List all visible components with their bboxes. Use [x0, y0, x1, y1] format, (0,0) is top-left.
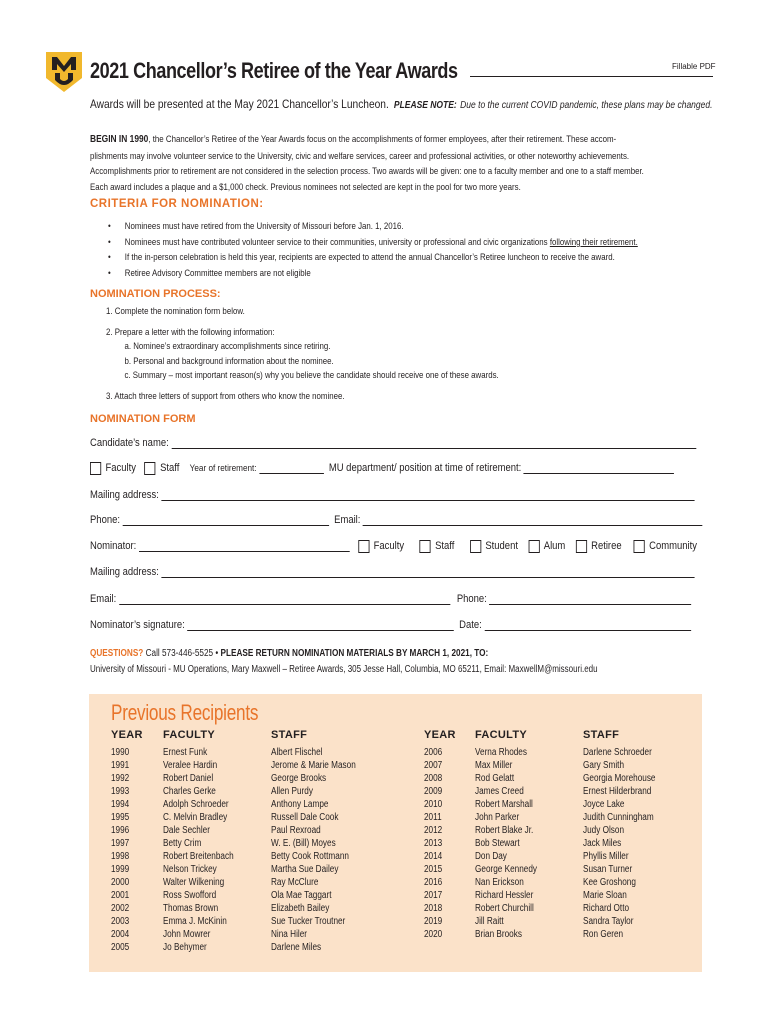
staff-recipient: Albert Flischel — [271, 747, 323, 758]
staff-recipient: Russell Dale Cook — [271, 812, 339, 823]
criteria-list — [108, 218, 763, 280]
faculty-recipient: Betty Crim — [163, 838, 202, 849]
intro-line-2: plishments may involve volunteer service to the University, civic and welfare services, career and professional activities, or other noteworthy achievements. — [90, 149, 630, 161]
criteria-item-underlined: following their retirement. — [549, 235, 638, 247]
nominator-student-label: Student — [485, 540, 518, 552]
staff-recipient: Elizabeth Bailey — [271, 903, 330, 914]
recipient-year: 2019 — [424, 916, 443, 927]
intro-line-4: Each award includes a plaque and a $1,000 check. Previous nominees not selected are kept in the pool for two more years. — [90, 180, 521, 192]
staff-recipient: Judith Cunningham — [583, 812, 654, 823]
staff-recipient: Kee Groshong — [583, 877, 636, 888]
right-faculty-column — [475, 746, 537, 941]
staff-label: Staff — [160, 462, 180, 474]
nominator-label: Nominator: — [90, 540, 137, 552]
faculty-recipient: Verna Rhodes — [475, 747, 527, 758]
subtitle — [90, 97, 712, 111]
faculty-recipient: Nelson Trickey — [163, 864, 217, 875]
staff-recipient: Martha Sue Dailey — [271, 864, 339, 875]
faculty-recipient: Robert Marshall — [475, 799, 533, 810]
nominator-retiree-checkbox[interactable] — [576, 540, 587, 553]
signature-row — [90, 618, 691, 631]
recipient-year: 2004 — [111, 929, 130, 940]
process-substep: c. Summary – most important reason(s) why you believe the candidate should receive one of these awards. — [124, 369, 499, 380]
date-label: Date: — [459, 619, 482, 631]
process-step: 2. Prepare a letter with the following information: — [106, 325, 275, 337]
nominator-mailing-address-field[interactable] — [161, 565, 694, 578]
staff-recipient: George Brooks — [271, 773, 327, 784]
criteria-item-text: Nominees must have contributed volunteer service to their communities, university or professional and civic organizations — [124, 235, 550, 247]
faculty-checkbox[interactable] — [90, 462, 101, 475]
staff-checkbox[interactable] — [145, 462, 156, 475]
staff-recipient: Ola Mae Taggart — [271, 890, 332, 901]
staff-recipient: Judy Olson — [583, 825, 625, 836]
recipient-year: 1996 — [111, 825, 130, 836]
staff-recipient: Allen Purdy — [271, 786, 313, 797]
fillable-pdf-label: Fillable PDF — [672, 62, 716, 71]
page-title: 2021 Chancellor’s Retiree of the Year Awards — [90, 58, 458, 83]
year-of-retirement-label: Year of retirement: — [189, 463, 257, 474]
process-substep: a. Nominee’s extraordinary accomplishments since retiring. — [124, 340, 331, 351]
faculty-recipient: Jo Behymer — [163, 942, 207, 953]
criteria-item: • Retiree Advisory Committee members are not eligible — [108, 265, 763, 281]
staff-header-left: STAFF — [271, 729, 308, 741]
faculty-recipient: James Creed — [475, 786, 524, 797]
recipient-year: 2015 — [424, 864, 443, 875]
process-steps — [106, 304, 761, 403]
recipient-year: 2001 — [111, 890, 130, 901]
faculty-recipient: George Kennedy — [475, 864, 538, 875]
nominator-faculty-label: Faculty — [373, 540, 405, 552]
faculty-recipient: Jill Raitt — [475, 916, 504, 927]
staff-recipient: Sue Tucker Troutner — [271, 916, 346, 927]
recipient-year: 2014 — [424, 851, 443, 862]
recipient-year: 1991 — [111, 760, 130, 771]
recipient-year: 1995 — [111, 812, 130, 823]
nominator-phone-label: Phone: — [456, 593, 487, 605]
email-field[interactable] — [363, 513, 703, 526]
nominator-field[interactable] — [139, 539, 350, 552]
recipient-year: 2002 — [111, 903, 130, 914]
recipient-year: 2018 — [424, 903, 443, 914]
criteria-heading: CRITERIA FOR NOMINATION: — [90, 198, 264, 210]
candidate-type-row — [90, 461, 674, 474]
faculty-recipient: Ross Swofford — [163, 890, 217, 901]
please-note-label: PLEASE NOTE: — [393, 100, 457, 111]
nominator-community-checkbox[interactable] — [634, 540, 645, 553]
phone-email-row — [90, 513, 703, 526]
nominator-email-label: Email: — [90, 593, 117, 605]
mu-department-field[interactable] — [524, 461, 675, 474]
faculty-recipient: Dale Sechler — [163, 825, 210, 836]
staff-recipient: Marie Sloan — [583, 890, 627, 901]
recipient-year: 2009 — [424, 786, 443, 797]
candidate-name-row — [90, 436, 696, 449]
recipient-year: 2007 — [424, 760, 443, 771]
recipient-year: 2006 — [424, 747, 443, 758]
staff-recipient: Phyllis Miller — [583, 851, 629, 862]
faculty-recipient: Emma J. McKinin — [163, 916, 227, 927]
nominator-staff-checkbox[interactable] — [420, 540, 431, 553]
faculty-recipient: Robert Daniel — [163, 773, 214, 784]
staff-recipient: Joyce Lake — [583, 799, 625, 810]
staff-recipient: Sandra Taylor — [583, 916, 634, 927]
intro-paragraph — [90, 131, 703, 194]
questions-line — [90, 648, 488, 659]
mailing-address-row — [90, 488, 695, 501]
mailing-address-label: Mailing address: — [90, 489, 159, 501]
nominator-mailing-address-label: Mailing address: — [90, 566, 159, 578]
nominator-student-checkbox[interactable] — [470, 540, 481, 553]
nominator-faculty-checkbox[interactable] — [358, 540, 369, 553]
staff-recipient: Jerome & Marie Mason — [271, 760, 356, 771]
recipient-year: 2016 — [424, 877, 443, 888]
faculty-recipient: Rod Gelatt — [475, 773, 515, 784]
phone-contact: Call 573-446-5525 • — [145, 648, 219, 659]
staff-recipient: Richard Otto — [583, 903, 630, 914]
nominator-email-field[interactable] — [119, 592, 450, 605]
staff-recipient: W. E. (Bill) Moyes — [271, 838, 336, 849]
recipient-year: 1998 — [111, 851, 130, 862]
mu-logo — [44, 50, 84, 94]
left-years-column — [111, 746, 129, 954]
title-rule — [470, 76, 713, 77]
previous-recipients-title: Previous Recipients — [111, 700, 259, 725]
faculty-recipient: Brian Brooks — [475, 929, 522, 940]
nominator-alum-checkbox[interactable] — [528, 540, 539, 553]
mailing-address-field[interactable] — [161, 488, 694, 501]
intro-line-3: Accomplishments prior to retirement are not considered in the selection process. Two awards will be given: one to a faculty member and one to a staff member. — [90, 165, 644, 176]
recipient-year: 1990 — [111, 747, 130, 758]
staff-header-right: STAFF — [583, 729, 620, 741]
return-instructions: PLEASE RETURN NOMINATION MATERIALS BY MARCH 1, 2021, TO: — [220, 648, 489, 659]
mu-department-label: MU department/ position at time of retirement: — [328, 462, 522, 474]
recipient-year: 2008 — [424, 773, 443, 784]
nominator-alum-label: Alum — [543, 540, 566, 552]
staff-recipient: Anthony Lampe — [271, 799, 329, 810]
faculty-recipient: C. Melvin Bradley — [163, 812, 228, 823]
recipient-year: 1992 — [111, 773, 130, 784]
faculty-recipient: Richard Hessler — [475, 890, 534, 901]
subtitle-text: Awards will be presented at the May 2021 Chancellor’s Luncheon. — [90, 97, 389, 111]
criteria-item: • Nominees must have retired from the University of Missouri before Jan. 1, 2016. — [108, 218, 763, 234]
faculty-recipient: Thomas Brown — [163, 903, 219, 914]
nominator-retiree-label: Retiree — [591, 540, 622, 552]
recipient-year: 2005 — [111, 942, 130, 953]
faculty-header-right: FACULTY — [475, 729, 528, 741]
staff-recipient: Jack Miles — [583, 838, 622, 849]
right-years-column — [424, 746, 442, 941]
nominator-signature-field[interactable] — [187, 618, 454, 631]
staff-recipient: Georgia Morehouse — [583, 773, 656, 784]
intro-line-1: , the Chancellor’s Retiree of the Year Awards focus on the accomplishments of former employees, after their retirement. These accom- — [148, 133, 617, 144]
faculty-recipient: Robert Churchill — [475, 903, 534, 914]
phone-label: Phone: — [90, 514, 120, 526]
criteria-item: • If the in-person celebration is held this year, recipients are expected to attend the annual Chancellor’s Retiree luncheon to receive the award. — [108, 249, 763, 265]
nominator-signature-label: Nominator’s signature: — [90, 619, 185, 631]
process-substep: b. Personal and background information about the nominee. — [124, 354, 334, 366]
process-step: 3. Attach three letters of support from others who know the nominee. — [106, 389, 345, 401]
staff-recipient: Nina Hiler — [271, 929, 308, 940]
recipient-year: 1994 — [111, 799, 130, 810]
nominator-row — [90, 539, 697, 552]
faculty-recipient: Adolph Schroeder — [163, 799, 229, 810]
staff-recipient: Susan Turner — [583, 864, 633, 875]
nominator-community-label: Community — [649, 540, 697, 552]
faculty-recipient: John Mowrer — [163, 929, 211, 940]
staff-recipient: Ernest Hilderbrand — [583, 786, 652, 797]
intro-lead: BEGIN IN 1990 — [90, 134, 149, 145]
recipient-year: 2020 — [424, 929, 443, 940]
faculty-recipient: Veralee Hardin — [163, 760, 218, 771]
faculty-header-left: FACULTY — [163, 729, 216, 741]
recipient-year: 2013 — [424, 838, 443, 849]
recipient-year: 1997 — [111, 838, 130, 849]
return-address: University of Missouri - MU Operations, Mary Maxwell – Retiree Awards, 305 Jesse Hall, Columbia, MO 65211, Email: MaxwellM@missouri.edu — [90, 664, 598, 675]
year-header-right: YEAR — [424, 729, 456, 741]
recipient-year: 2003 — [111, 916, 130, 927]
year-of-retirement-field[interactable] — [259, 461, 324, 474]
right-staff-column — [583, 746, 655, 941]
candidate-name-field[interactable] — [171, 436, 696, 449]
faculty-recipient: Robert Blake Jr. — [475, 825, 534, 836]
faculty-recipient: Don Day — [475, 851, 507, 862]
faculty-recipient: Robert Breitenbach — [163, 851, 234, 862]
left-faculty-column — [163, 746, 234, 954]
faculty-recipient: Ernest Funk — [163, 747, 208, 758]
phone-field[interactable] — [123, 513, 329, 526]
recipient-year: 1999 — [111, 864, 130, 875]
staff-recipient: Ron Geren — [583, 929, 624, 940]
faculty-recipient: Bob Stewart — [475, 838, 520, 849]
faculty-recipient: Nan Erickson — [475, 877, 524, 888]
staff-recipient: Darlene Schroeder — [583, 747, 652, 758]
staff-recipient: Betty Cook Rottmann — [271, 851, 349, 862]
questions-label: QUESTIONS? — [90, 648, 144, 659]
faculty-label: Faculty — [105, 462, 136, 474]
staff-recipient: Gary Smith — [583, 760, 625, 771]
recipient-year: 1993 — [111, 786, 130, 797]
recipient-year: 2011 — [424, 812, 442, 823]
form-heading: NOMINATION FORM — [90, 413, 196, 425]
nominator-staff-label: Staff — [435, 540, 455, 552]
criteria-item — [108, 234, 763, 250]
please-note-text: Due to the current COVID pandemic, these plans may be changed. — [460, 100, 713, 111]
process-heading: NOMINATION PROCESS: — [90, 288, 221, 300]
faculty-recipient: Max Miller — [475, 760, 513, 771]
staff-recipient: Paul Rexroad — [271, 825, 321, 836]
recipient-year: 2017 — [424, 890, 443, 901]
staff-recipient: Ray McClure — [271, 877, 319, 888]
left-staff-column — [271, 746, 356, 954]
nominator-phone-field[interactable] — [489, 592, 691, 605]
recipient-year: 2012 — [424, 825, 443, 836]
process-step: 1. Complete the nomination form below. — [106, 305, 245, 316]
recipient-year: 2000 — [111, 877, 130, 888]
faculty-recipient: John Parker — [475, 812, 520, 823]
staff-recipient: Darlene Miles — [271, 942, 322, 953]
email-label: Email: — [334, 514, 361, 526]
date-field[interactable] — [484, 618, 690, 631]
faculty-recipient: Charles Gerke — [163, 786, 216, 797]
nominator-email-phone-row — [90, 592, 692, 605]
recipient-year: 2010 — [424, 799, 443, 810]
nominator-mailing-address-row — [90, 565, 695, 578]
faculty-recipient: Walter Wilkening — [163, 877, 225, 888]
year-header-left: YEAR — [111, 729, 143, 741]
candidate-name-label: Candidate’s name: — [90, 437, 169, 449]
